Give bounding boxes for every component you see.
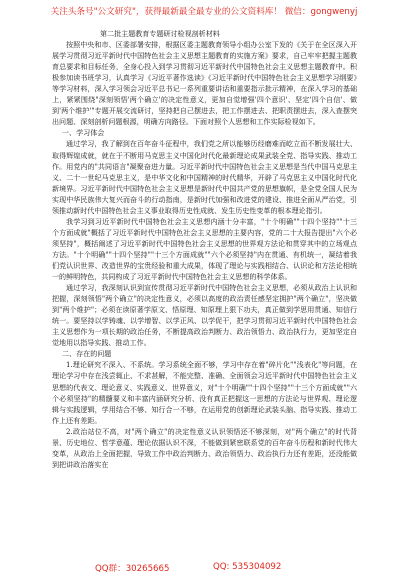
body-paragraph: 我学习到习近平新时代中国特色社会主义思想内涵十分丰富，"十个明确""十四个坚持""十三个方面成就"概括了习近平新时代中国特色社会主义思想的主要内容，党的二十大报告提出"六个必须坚持"，概括阐述了习近平新时代中国特色社会主义思想的世界观方法论和贯穿其中的立场观点方法。"十个明确""十四个坚持""十三个方面成就""六个必须坚持"内在贯通、有机统一，凝结着我们党认识世界、改造世界的宝贵经验和重大成果，体现了理论与实践相结合、认识论和方法论相统一的鲜明特色，共同构成了习近平新时代中国特色社会主义思想的科学体系。 [52, 216, 357, 282]
body-paragraph: 通过学习，我深刻认识到宣传贯彻习近平新时代中国特色社会主义思想，必须从政治上认识和把握，深刻领悟"两个确立"的决定性意义，必须以高度的政治责任感坚定拥护"两个确立"，坚决做到"两个维护"；必须在读原著学原文、悟原理、知原理上狠下功夫，真正做到学思用贯通、知信行统一。要坚持以学铸魂、以学增智、以学正风、以学促干，把学习贯彻习近平新时代中国特色社会主义思想作为一项长期的政治任务，不断提高政治判断力、政治领悟力、政治执行力，更加坚定自觉地用以指导实践、推动工作。 [52, 283, 357, 348]
body-paragraph: 1.理论研究不深入、不系统。学习系统全面不够，学习中存在着"碎片化""浅表化"等问题，在理论学习中存在浅尝辄止、不求甚解，不能完整、准确、全面领会习近平新时代中国特色社会主义思想的代表文、理论意义、实践意义、世界意义，对"十个明确""十四个坚持""十三个方面成就""六个必须坚持"的精髓要义和丰富内涵研究分析、没有真正把握这一思想的方法论与世界观、理论逻辑与实践逻辑，学用结合不够、知行合一不够，在运用党的创新理论武装头脑、指导实践、推动工作上还有差距。 [52, 360, 357, 425]
bottom-contact-bar [0, 560, 408, 576]
body-paragraph: 通过学习，我了解到在百年奋斗征程中，我们党之所以能够历经磨难而屹立而不断发展壮大、取得辉煌成就，就在于不断用马克思主义中国化时代化最新理论成果武装全党、指导实践、推动工作。用党内的"共同语言"凝聚奋进力量。习近平新时代中国特色社会主义思想是当代中国马克思主义、二十一世纪马克思主义，是中华文化和中国精神的时代精华，开辟了马克思主义中国化时代化新境界。习近平新时代中国特色社会主义思想是新时代中国共产党的思想旗帜，是全党全国人民为实现中华民族伟大复兴而奋斗的行动指南，是新时代加强和改进党的建设、推进全面从严治党，引领推动新时代中国特色社会主义事业取得历史性成就、发生历史性变革的根本理论指引。 [52, 139, 357, 215]
intro-paragraph: 按照中央和市、区委部署安排，根据区委主题教育领导小组办公室下发的《关于在全区深入开展学习贯彻习近平新时代中国特色社会主义思想主题教育的实施方案》要求，自己牢牢把握主题教育总要求和目标任务，全身心投入到学习贯彻习近平新时代中国特色社会主义思想主题教育中。积极参加读书班学习，认真学习《习近平著作选读》《习近平新时代中国特色社会主义思想学习纲要》等学习材料，深入学习领会习近平总书记一系列重要讲话和重要指示批示精神，在深入学习的基础上，紧紧围绕"深刻领悟'两个确立'的决定性意义，更加自觉增强'四个意识'、坚定'四个自信'、做到'两个维护'"专题开展交流研讨，坚持把自己摆进去，把工作摆进去、把职责摆进去，深入查摆突出问题、深刻剖析问题根源，明确方向路径。下面对照个人思想和工作实际检视如下。 [52, 40, 357, 127]
qq-group-number: QQ群：30265665 [95, 564, 170, 574]
section-heading-learning: 一、学习体会 [62, 128, 105, 138]
promo-banner-text: 关注头条号"公文研究"，获得最新最全最专业的公文资料库！ 微信：gongwenyj [50, 7, 358, 17]
section-heading-problems: 二、存在的问题 [62, 349, 112, 359]
top-promo-banner [0, 0, 408, 22]
document-title: 第二批主题教育专题研讨检视剖析材料 [100, 29, 220, 38]
body-paragraph: 2.政治站位不高，对"两个确立"的决定性意义认识领悟还不够深刻，对"两个确立"的时代背景、历史地位、哲学意蕴、理论依据认识不深，不能做到紧密联系党的百年奋斗历程和新时代伟大变革，从政治上全面把握，导致工作中政治判断力、政治领悟力、政治执行力还有差距，还没能做到把讲政治落实在 [52, 426, 357, 469]
document-body [52, 28, 357, 470]
qq-contact-number: QQ: 535304092 [213, 562, 282, 572]
